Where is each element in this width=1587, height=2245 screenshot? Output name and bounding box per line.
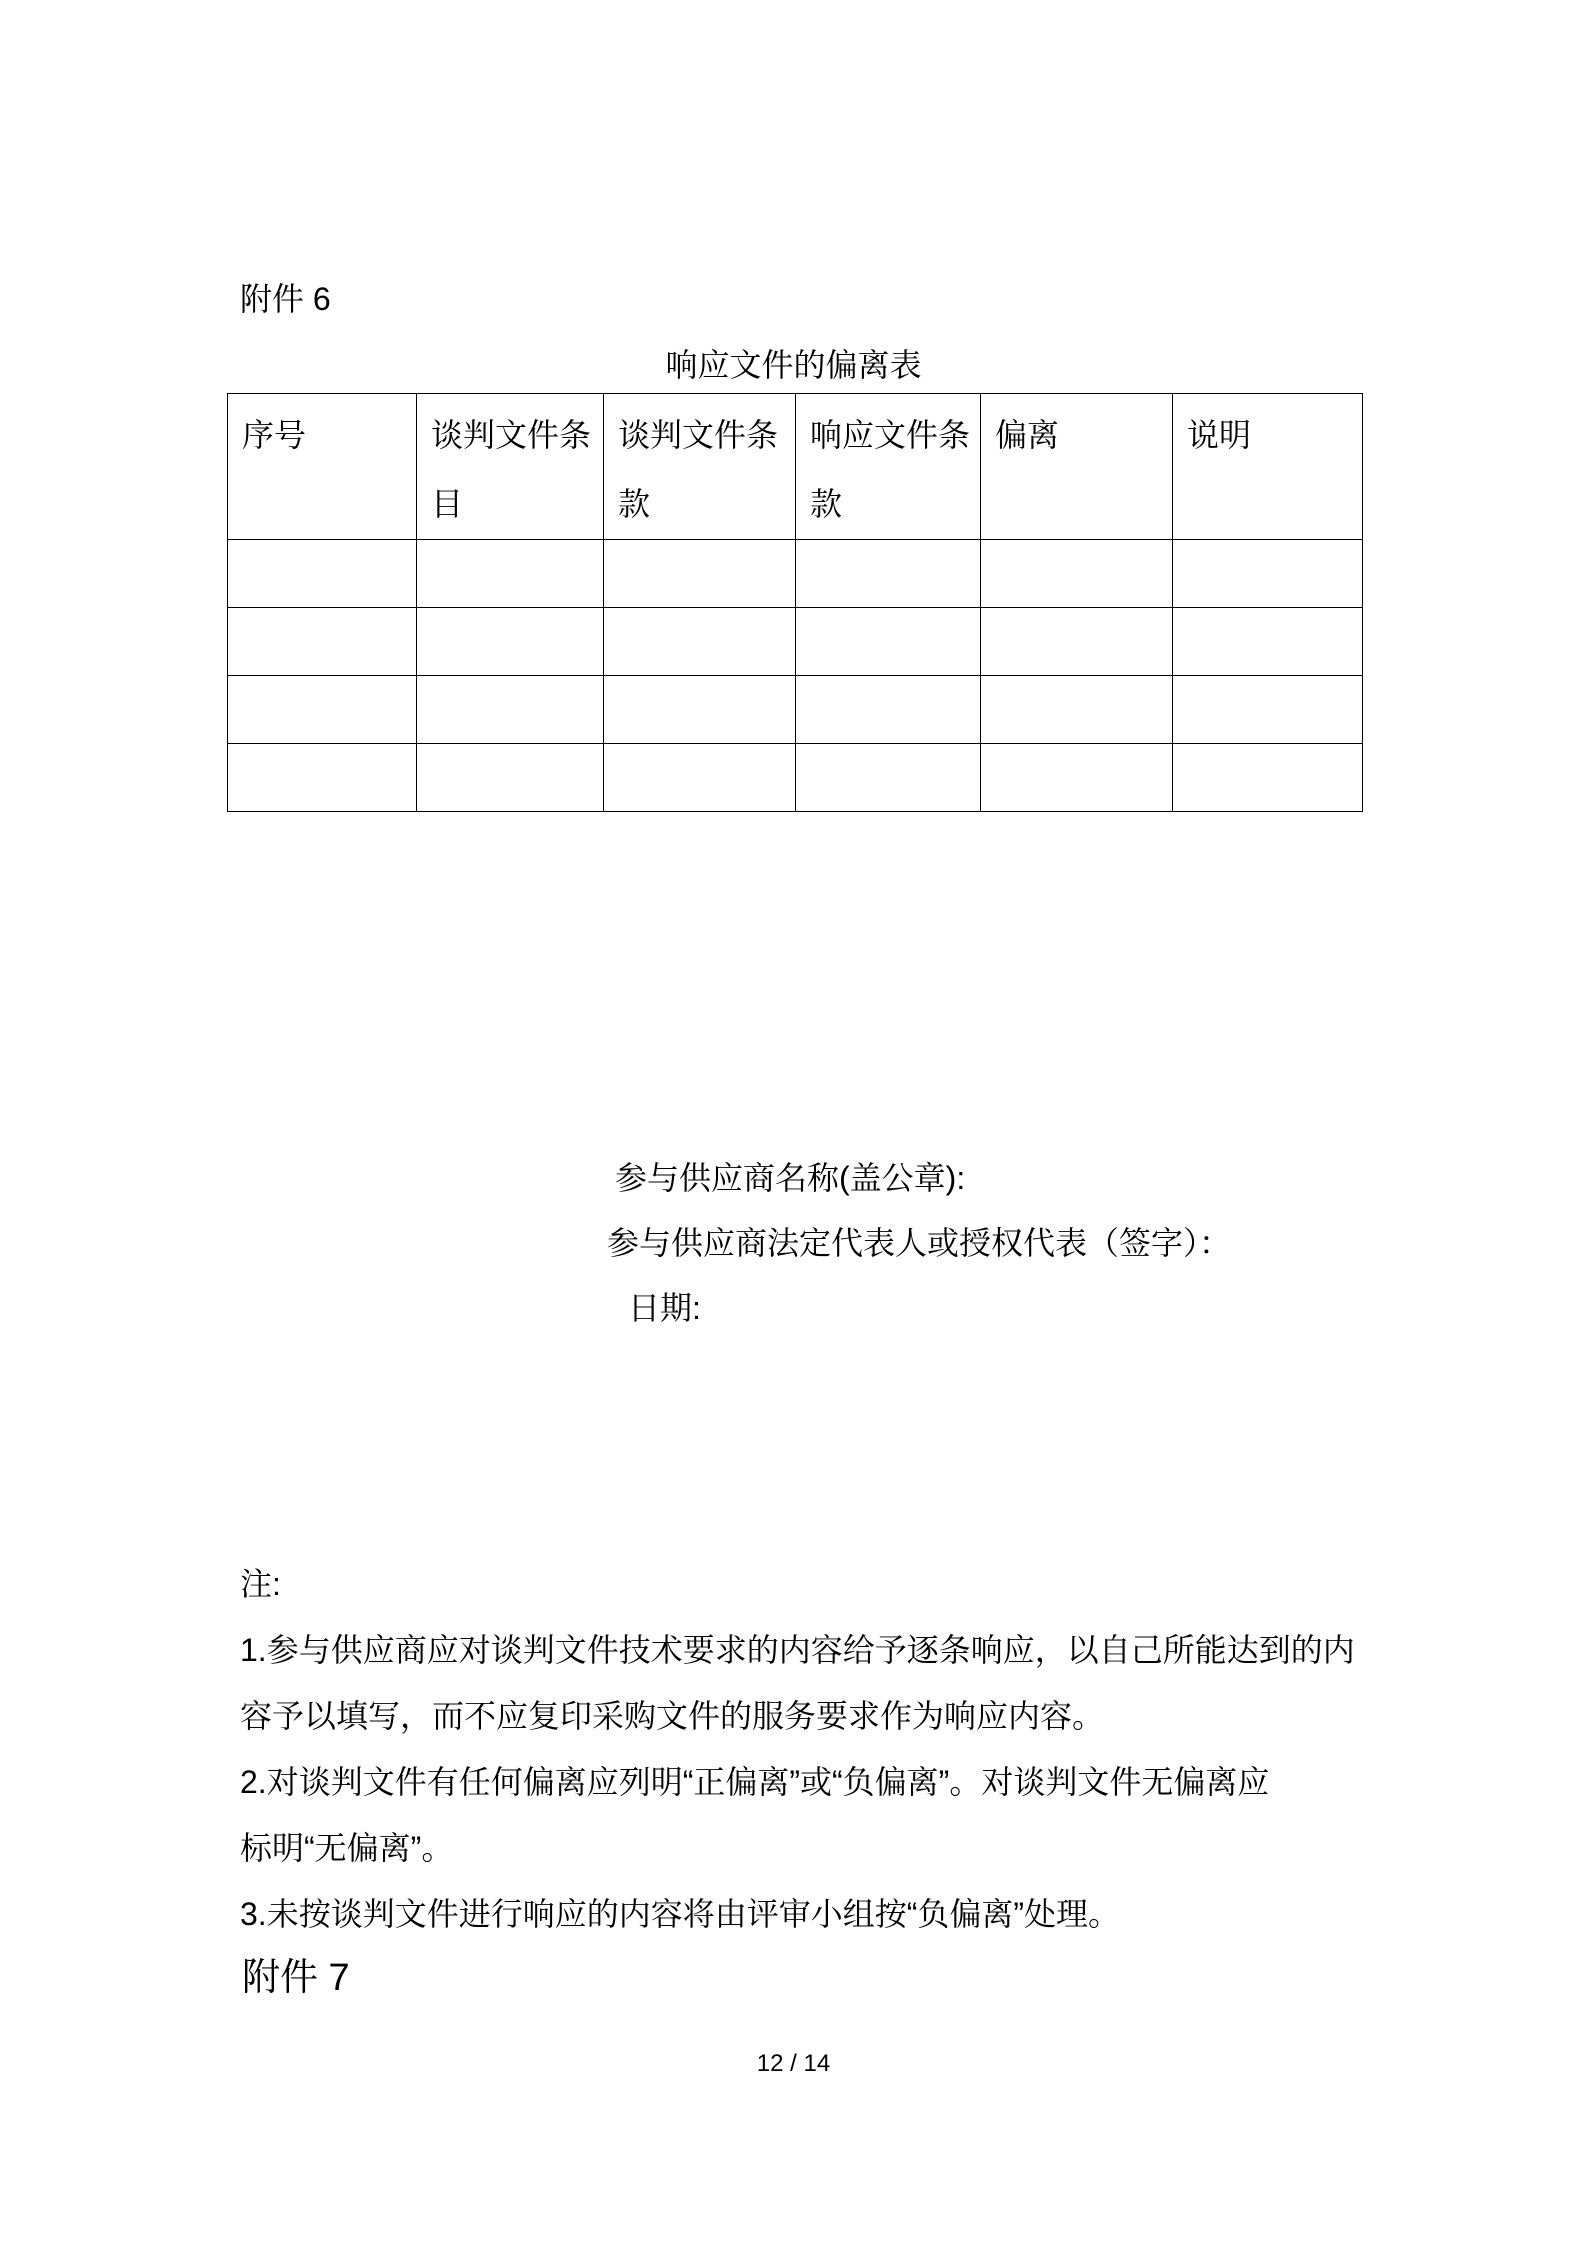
table-cell bbox=[1173, 744, 1363, 812]
table-header-cell-negotiation-item: 谈判文件条目 bbox=[417, 394, 604, 540]
notes-label: 注: bbox=[240, 1566, 281, 1602]
table-cell bbox=[417, 744, 604, 812]
table-cell bbox=[604, 676, 796, 744]
table-header-cell-response-clause: 响应文件条款 bbox=[796, 394, 981, 540]
table-cell bbox=[417, 540, 604, 608]
table-row bbox=[228, 744, 1363, 812]
table-cell bbox=[796, 608, 981, 676]
table-cell bbox=[417, 608, 604, 676]
note-2-line-2: 标明“无偏离”。 bbox=[240, 1830, 454, 1866]
attachment-6-heading: 附件 6 bbox=[240, 281, 331, 317]
table-cell bbox=[981, 540, 1173, 608]
table-header-cell-negotiation-clause: 谈判文件条款 bbox=[604, 394, 796, 540]
table-cell bbox=[228, 676, 417, 744]
table-header-cell-seq: 序号 bbox=[228, 394, 417, 540]
table-header-row bbox=[228, 394, 1363, 540]
table-cell bbox=[981, 744, 1173, 812]
table-cell bbox=[796, 676, 981, 744]
page-number: 12 / 14 bbox=[756, 2050, 831, 2077]
table-cell bbox=[604, 744, 796, 812]
table-cell bbox=[604, 608, 796, 676]
deviation-table-title: 响应文件的偏离表 bbox=[665, 347, 922, 383]
table-header-cell-remark: 说明 bbox=[1173, 394, 1363, 540]
table-cell bbox=[981, 608, 1173, 676]
signature-block bbox=[607, 1146, 1231, 1341]
note-2-line-1: 2.对谈判文件有任何偏离应列明“正偏离”或“负偏离”。对谈判文件无偏离应 bbox=[240, 1764, 1270, 1800]
deviation-table bbox=[227, 393, 1363, 812]
legal-representative-signature-line: 参与供应商法定代表人或授权代表（签字）： bbox=[607, 1225, 1232, 1261]
table-row bbox=[228, 676, 1363, 744]
table-cell bbox=[981, 676, 1173, 744]
table-cell bbox=[228, 744, 417, 812]
note-1-line-2: 容予以填写，而不应复印采购文件的服务要求作为响应内容。 bbox=[240, 1698, 1105, 1734]
table-row bbox=[228, 540, 1363, 608]
table-cell bbox=[604, 540, 796, 608]
table-cell bbox=[228, 608, 417, 676]
notes-section bbox=[240, 1551, 1355, 1947]
table-cell bbox=[796, 744, 981, 812]
date-line: 日期: bbox=[628, 1290, 701, 1326]
table-cell bbox=[417, 676, 604, 744]
attachment-7-heading: 附件 7 bbox=[242, 1957, 350, 1999]
note-1-line-1: 1.参与供应商应对谈判文件技术要求的内容给予逐条响应，以自己所能达到的内 bbox=[240, 1632, 1355, 1668]
note-3-line-1: 3.未按谈判文件进行响应的内容将由评审小组按“负偏离”处理。 bbox=[240, 1896, 1121, 1932]
table-cell bbox=[1173, 676, 1363, 744]
table-cell bbox=[796, 540, 981, 608]
supplier-name-seal-line: 参与供应商名称(盖公章): bbox=[615, 1160, 966, 1196]
table-cell bbox=[1173, 540, 1363, 608]
table-cell bbox=[1173, 608, 1363, 676]
table-cell bbox=[228, 540, 417, 608]
table-row bbox=[228, 608, 1363, 676]
table-header-cell-deviation: 偏离 bbox=[981, 394, 1173, 540]
